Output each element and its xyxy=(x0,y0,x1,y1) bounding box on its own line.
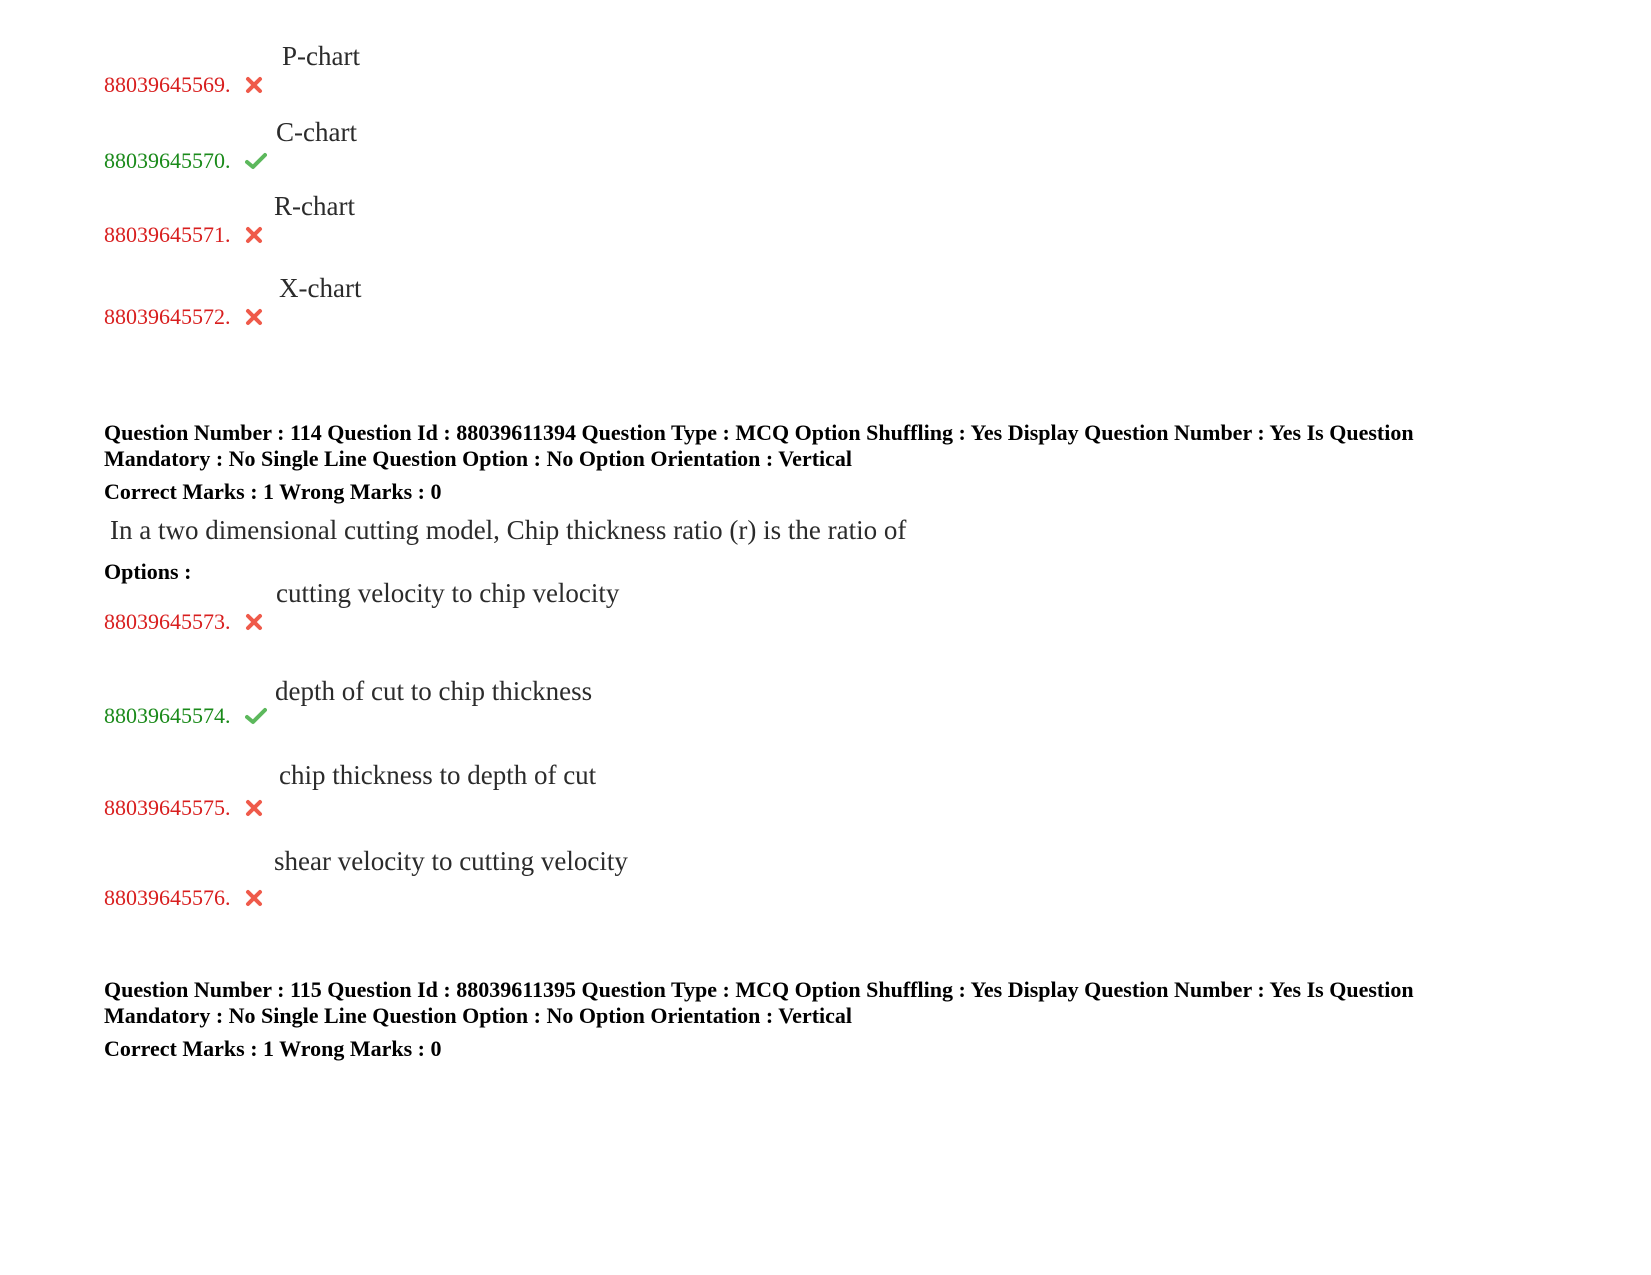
check-icon xyxy=(245,152,267,170)
option-id: 88039645574. xyxy=(104,703,231,728)
option-text: cutting velocity to chip velocity xyxy=(276,578,620,608)
cross-icon xyxy=(245,76,263,94)
option-id: 88039645575. xyxy=(104,795,231,820)
cross-icon xyxy=(245,308,263,326)
question-meta: Question Number : 115 Question Id : 88039611395 Question Type : MCQ Option Shuffling : Yes Display Question Number : Yes Is Question Mandatory : No Single Line Question Option : No Option Orientation : Vertical xyxy=(104,977,1414,1028)
question-marks: Correct Marks : 1 Wrong Marks : 0 xyxy=(104,479,442,504)
option-text: shear velocity to cutting velocity xyxy=(274,846,628,876)
option-text: chip thickness to depth of cut xyxy=(279,760,597,790)
option-text: P-chart xyxy=(282,41,360,71)
option-id: 88039645576. xyxy=(104,885,231,910)
cross-icon xyxy=(245,799,263,817)
options-label: Options : xyxy=(104,559,192,584)
cross-icon xyxy=(245,889,263,907)
question-marks: Correct Marks : 1 Wrong Marks : 0 xyxy=(104,1036,442,1061)
option-text: C-chart xyxy=(276,117,357,147)
option-id: 88039645573. xyxy=(104,609,231,634)
option-text: X-chart xyxy=(279,273,362,303)
question-text: In a two dimensional cutting model, Chip thickness ratio (r) is the ratio of xyxy=(110,515,907,545)
option-id: 88039645571. xyxy=(104,222,231,247)
option-id: 88039645572. xyxy=(104,304,231,329)
option-id: 88039645569. xyxy=(104,72,231,97)
check-icon xyxy=(245,707,267,725)
question-meta: Question Number : 114 Question Id : 88039611394 Question Type : MCQ Option Shuffling : Yes Display Question Number : Yes Is Question Mandatory : No Single Line Question Option : No Option Orientation : Vertical xyxy=(104,420,1414,471)
option-id: 88039645570. xyxy=(104,148,231,173)
cross-icon xyxy=(245,226,263,244)
option-text: R-chart xyxy=(274,191,355,221)
cross-icon xyxy=(245,613,263,631)
option-text: depth of cut to chip thickness xyxy=(275,676,593,706)
